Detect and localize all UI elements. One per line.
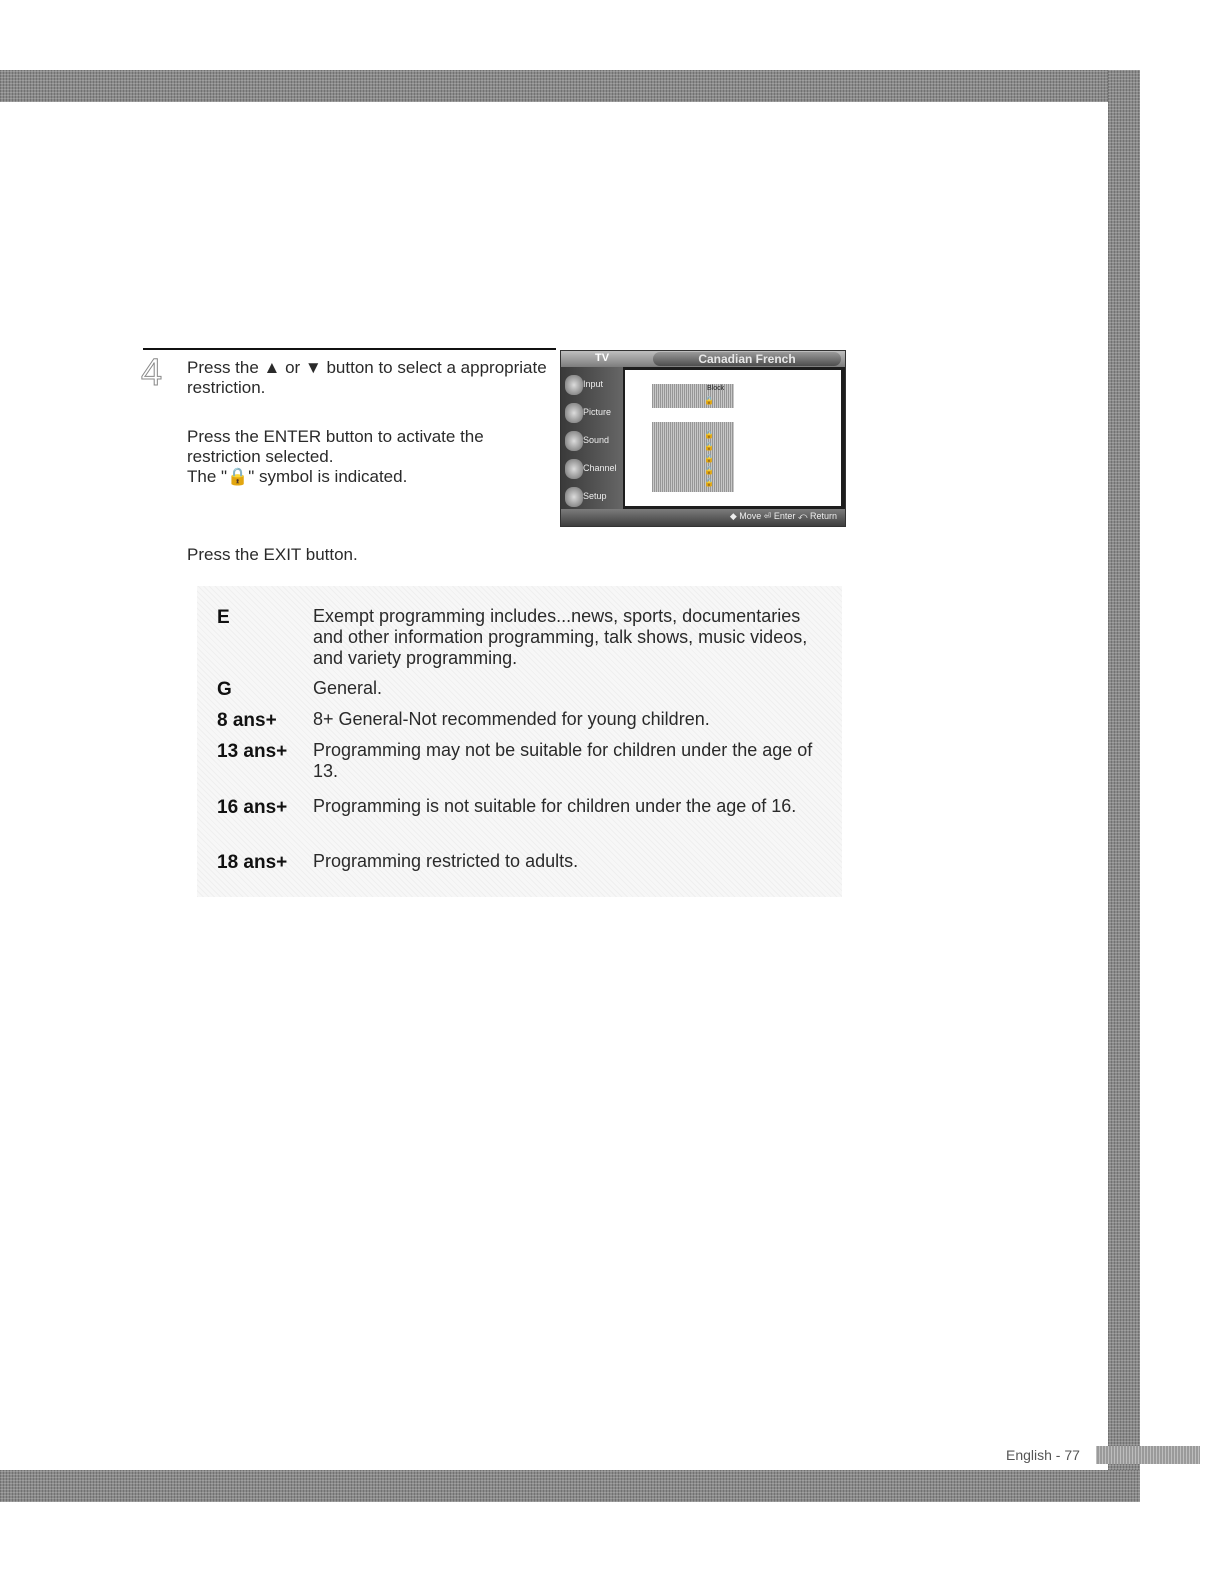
- rating-description: 8+ General-Not recommended for young children.: [313, 709, 710, 729]
- instruction-exit: Press the EXIT button.: [187, 545, 358, 564]
- top-decorative-band: [0, 70, 1140, 102]
- rating-code: G: [217, 679, 232, 700]
- osd-legend: ◆ Move ⏎ Enter ⤺ Return: [729, 511, 837, 521]
- osd-menu-label: Setup: [583, 491, 607, 501]
- osd-footer: [561, 509, 845, 526]
- instruction-lock-symbol-text: The "🔒" symbol is indicated.: [187, 467, 408, 486]
- rating-description: Programming may not be suitable for children under the age of 13.: [313, 740, 813, 781]
- lock-icon: 🔒: [704, 442, 714, 451]
- input-icon: [565, 375, 583, 395]
- osd-menu-setup: [565, 485, 623, 511]
- sound-icon: [565, 431, 583, 451]
- lock-icon: 🔒: [704, 396, 714, 405]
- page-number: English - 77: [1006, 1447, 1080, 1463]
- osd-title: Canadian French: [653, 352, 841, 366]
- rating-code: 16 ans+: [217, 797, 288, 818]
- rating-description: General.: [313, 678, 383, 698]
- osd-menu-picture: [565, 401, 623, 427]
- lock-icon: 🔒: [704, 466, 714, 475]
- section-rule: [143, 348, 556, 350]
- osd-menu-channel: [565, 457, 623, 483]
- step-number: 4: [141, 352, 163, 394]
- osd-menu-label: Input: [583, 379, 604, 389]
- instruction-enter: [187, 427, 547, 487]
- lock-icon: 🔒: [704, 430, 714, 439]
- osd-block-label: Block: [707, 385, 725, 392]
- rating-description: Programming is not suitable for children under the age of 16.: [313, 796, 797, 816]
- instruction-select: Press the ▲ or ▼ button to select a appropriate restriction.: [187, 358, 547, 397]
- right-decorative-band: [1108, 70, 1140, 1502]
- osd-menu-label: Picture: [583, 407, 612, 417]
- rating-code: 13 ans+: [217, 741, 288, 762]
- rating-description: Exempt programming includes...news, sports, documentaries and other information programming, talk shows, music videos, and variety programming.: [313, 606, 808, 668]
- rating-code: 8 ans+: [217, 710, 277, 731]
- picture-icon: [565, 403, 583, 423]
- setup-icon: [565, 487, 583, 507]
- osd-tv-label: TV: [595, 352, 610, 364]
- lock-icon: 🔒: [704, 454, 714, 463]
- channel-icon: [565, 459, 583, 479]
- rating-code: 18 ans+: [217, 852, 288, 873]
- footer-decorative-bar: [1096, 1446, 1200, 1464]
- instruction-enter-text: Press the ENTER button to activate the restriction selected.: [187, 427, 484, 466]
- tv-osd-screenshot: [560, 350, 846, 527]
- osd-menu-input: [565, 373, 623, 399]
- osd-header: [561, 351, 845, 367]
- ratings-table: [197, 586, 842, 897]
- osd-menu-sound: [565, 429, 623, 455]
- rating-code: E: [217, 607, 230, 628]
- osd-menu-label: Sound: [583, 435, 610, 445]
- osd-sidebar: [561, 367, 623, 509]
- rating-description: Programming restricted to adults.: [313, 851, 579, 871]
- bottom-decorative-band: [0, 1470, 1140, 1502]
- lock-icon: 🔒: [704, 478, 714, 487]
- osd-block-box: [652, 384, 734, 408]
- osd-content-panel: [625, 370, 841, 506]
- osd-menu-label: Channel: [583, 463, 617, 473]
- osd-rating-list: [652, 422, 734, 492]
